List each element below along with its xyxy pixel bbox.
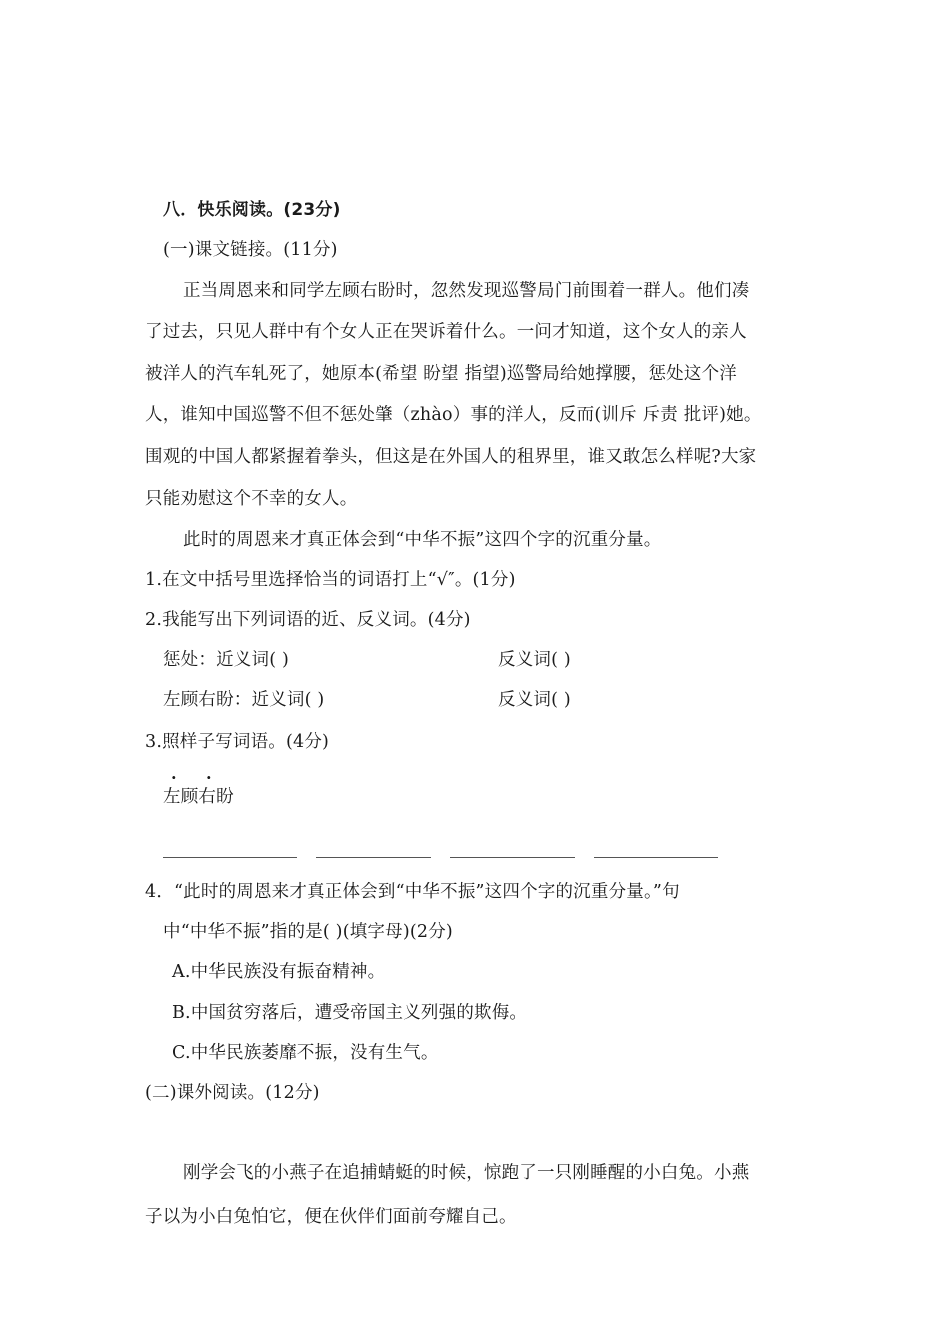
question-1: 1.在文中括号里选择恰当的词语打上“√″。(1分) <box>145 570 516 590</box>
answer-blank-1[interactable] <box>163 857 297 858</box>
part2-heading: (二)课外阅读。(12分) <box>145 1083 320 1103</box>
section-title: 八．快乐阅读。(23分) <box>163 200 341 220</box>
page: 八．快乐阅读。(23分) (一)课文链接。(11分) 正当周恩来和同学左顾右盼时，忽然发现巡警局门前围着一群人。他们凑 了过去，只见人群中有个女人正在哭诉着什么。一问才知道，这个女人的亲人 被洋人的汽车轧死了，她原本(希望 盼望 指望)巡警局给她撑腰，惩处这个洋 人，谁知中国巡警不但不惩处肇（zhào）事的洋人，反而(训斥 斥责 批评)她。 围观的中国人都紧握着拳头，但这是在外国人的租界里，谁又敢怎么样呢?大家 只能劝慰这个不幸的女人。 此时的周恩来才真正体会到“中华不振”这四个字的沉重分量。 1.在文中括号里选择恰当的词语打上“√″。(1分) 2.我能写出下列词语的近、反义词。(4分) 惩处：近义词( ) 反义词( ) 左顾右盼：近义词( ) 反义词( ) 3.照样子写词语。(4分) . . 左顾右盼 4．“此时的周恩来才真正体会到“中华不振”这四个字的沉重分量。”句 中“中华不振”指的是( )(填字母)(2分) A.中华民族没有振奋精神。 B.中国贫穷落后，遭受帝国主义列强的欺侮。 C.中华民族萎靡不振，没有生气。 (二)课外阅读。(12分) 刚学会飞的小燕子在追捕蜻蜓的时候，惊跑了一只刚睡醒的小白兔。小燕 子以为小白兔怕它，便在伙伴们面前夸耀自己。 <box>145 200 762 1227</box>
question-4-line-2: 中“中华不振”指的是( )(填字母)(2分) <box>163 922 453 942</box>
passage1-line-2: 了过去，只见人群中有个女人正在哭诉着什么。一问才知道，这个女人的亲人 <box>145 322 747 342</box>
q2-synonym-field-2[interactable]: 左顾右盼：近义词( ) <box>163 690 325 710</box>
q2-antonym-field-1[interactable]: 反义词( ) <box>498 650 571 670</box>
question-4-line-1: 4．“此时的周恩来才真正体会到“中华不振”这四个字的沉重分量。”句 <box>145 882 680 902</box>
passage1-line-3: 被洋人的汽车轧死了，她原本(希望 盼望 指望)巡警局给她撑腰，惩处这个洋 <box>145 364 737 384</box>
part1-heading: (一)课文链接。(11分) <box>163 240 338 260</box>
answer-blank-4[interactable] <box>594 857 718 858</box>
question-2: 2.我能写出下列词语的近、反义词。(4分) <box>145 610 471 630</box>
passage1-line-4: 人，谁知中国巡警不但不惩处肇（zhào）事的洋人，反而(训斥 斥责 批评)她。 <box>145 405 762 425</box>
answer-blank-3[interactable] <box>450 857 575 858</box>
answer-blank-2[interactable] <box>316 857 431 858</box>
passage1-line-1: 正当周恩来和同学左顾右盼时，忽然发现巡警局门前围着一群人。他们凑 <box>183 281 750 301</box>
passage2-line-1: 刚学会飞的小燕子在追捕蜻蜓的时候，惊跑了一只刚睡醒的小白兔。小燕 <box>183 1163 750 1183</box>
passage2-line-2: 子以为小白兔怕它，便在伙伴们面前夸耀自己。 <box>145 1207 517 1227</box>
passage1-line-6: 只能劝慰这个不幸的女人。 <box>145 489 358 509</box>
q3-example-word: 左顾右盼 <box>163 787 234 807</box>
passage1-line-5: 围观的中国人都紧握着拳头，但这是在外国人的租界里，谁又敢怎么样呢?大家 <box>145 447 757 467</box>
passage1-last-line: 此时的周恩来才真正体会到“中华不振”这四个字的沉重分量。 <box>183 530 662 550</box>
q4-option-b[interactable]: B.中国贫穷落后，遭受帝国主义列强的欺侮。 <box>172 1003 528 1023</box>
q4-option-c[interactable]: C.中华民族萎靡不振，没有生气。 <box>172 1043 439 1063</box>
q2-synonym-field-1[interactable]: 惩处：近义词( ) <box>163 650 290 670</box>
q2-antonym-field-2[interactable]: 反义词( ) <box>498 690 571 710</box>
question-3: 3.照样子写词语。(4分) <box>145 732 330 752</box>
q4-option-a[interactable]: A.中华民族没有振奋精神。 <box>172 962 386 982</box>
